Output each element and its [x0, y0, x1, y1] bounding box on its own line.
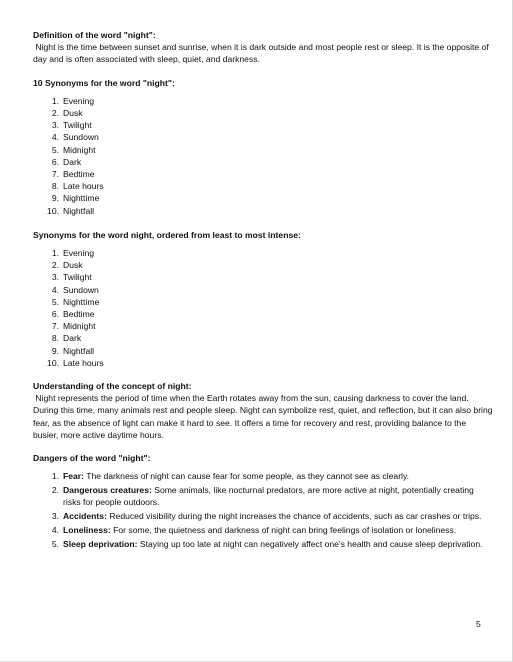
- danger-description: For some, the quietness and darkness of night can bring feelings of isolation or loneliness.: [113, 525, 457, 536]
- danger-term: Loneliness:: [63, 525, 111, 536]
- list-item: [33, 510, 493, 522]
- list-item-text: Dark: [63, 333, 82, 344]
- list-number: 9.: [51, 345, 59, 356]
- danger-term: Sleep deprivation:: [63, 539, 138, 550]
- list-number: 6.: [51, 309, 59, 320]
- list-item-text: Evening: [63, 248, 95, 259]
- list-item: [33, 357, 493, 369]
- concept-heading: Understanding of the concept of night:: [33, 381, 192, 392]
- danger-term: Accidents:: [63, 511, 107, 522]
- list-number: 2.: [51, 260, 59, 271]
- list-number: 5.: [51, 144, 59, 155]
- list-number: 6.: [51, 156, 59, 167]
- list-number: 1.: [51, 471, 59, 482]
- list-item: [33, 107, 493, 119]
- list-number: 2.: [51, 485, 59, 496]
- list-number: 5.: [51, 539, 59, 550]
- list-item: [33, 345, 493, 357]
- list-item-text: Bedtime: [63, 309, 95, 320]
- list-item: [33, 168, 493, 180]
- list-number: 5.: [51, 296, 59, 307]
- list-item-text: Midnight: [63, 321, 96, 332]
- danger-description: The darkness of night can cause fear for some people, as they cannot see as clearly.: [86, 471, 410, 482]
- list-number: 1.: [51, 95, 59, 106]
- list-item: [33, 484, 493, 508]
- list-item: [33, 144, 493, 156]
- list-item-text: Midnight: [63, 144, 96, 155]
- list-item: [33, 259, 493, 271]
- list-item: [33, 308, 493, 320]
- list-item: [33, 524, 493, 536]
- dangers-list: [33, 470, 493, 550]
- list-number: 1.: [51, 248, 59, 259]
- page-content: [33, 29, 493, 552]
- list-item-text: Dark: [63, 156, 82, 167]
- list-number: 8.: [51, 333, 59, 344]
- list-item: [33, 192, 493, 204]
- list-number: 7.: [51, 169, 59, 180]
- danger-term: Dangerous creatures:: [63, 485, 152, 496]
- dangers-heading: Dangers of the word "night":: [33, 453, 151, 464]
- danger-term: Fear:: [63, 471, 85, 482]
- list-item-text: Bedtime: [63, 169, 95, 180]
- list-number: 2.: [51, 108, 59, 119]
- list-number: 3.: [51, 511, 59, 522]
- list-item: [33, 296, 493, 308]
- list-item: [33, 247, 493, 259]
- concept-text: [33, 392, 493, 441]
- list-number: 9.: [51, 193, 59, 204]
- synonyms-heading: 10 Synonyms for the word "night":: [33, 77, 175, 88]
- list-item-text: Late hours: [63, 357, 104, 368]
- definition-text-body: Night is the time between sunset and sunrise, when it is dark outside and most people rest or sleep. It is the opposite of day and is often associated with sleep, quiet, and darkness.: [33, 42, 489, 65]
- list-item-text: Evening: [63, 95, 95, 106]
- list-item: [33, 332, 493, 344]
- danger-description: Some animals, like nocturnal predators, are more active at night, potentially creating risks for people outdoors.: [63, 485, 474, 508]
- definition-heading: Definition of the word "night":: [33, 30, 156, 40]
- list-item: [33, 119, 493, 131]
- list-number: 3.: [51, 272, 59, 283]
- list-item-text: Nightfall: [63, 205, 95, 216]
- list-item: [33, 180, 493, 192]
- list-item: [33, 131, 493, 143]
- ordered-synonyms-list: [33, 247, 493, 369]
- list-item-text: Sundown: [63, 132, 99, 143]
- list-item-text: Late hours: [63, 181, 104, 192]
- list-number: 4.: [51, 525, 59, 536]
- list-item: [33, 95, 493, 107]
- list-number: 7.: [51, 321, 59, 332]
- danger-description: Staying up too late at night can negatively affect one's health and cause sleep deprivation.: [139, 539, 483, 550]
- list-item-text: Nighttime: [63, 296, 100, 307]
- list-item: [33, 156, 493, 168]
- list-item: [33, 538, 493, 550]
- page-number: 5: [476, 619, 481, 629]
- list-number: 4.: [51, 284, 59, 295]
- list-item-text: Twilight: [63, 272, 92, 283]
- ordered-synonyms-heading: Synonyms for the word night, ordered from least to most intense:: [33, 229, 301, 240]
- list-item: [33, 205, 493, 217]
- concept-text-body: Night represents the period of time when the Earth rotates away from the sun, causing darkness to cover the land. During this time, many animals rest and people sleep. Night can symbolize rest, quiet, and reflection, but it can also bring fear, as the absence of light can make it hard to see. It offers a time for recovery and rest, providing balance to the busier, more active daytime hours.: [33, 393, 493, 440]
- list-number: 10.: [47, 205, 59, 216]
- synonyms-list: [33, 95, 493, 217]
- list-item-text: Nightfall: [63, 345, 95, 356]
- list-number: 10.: [47, 357, 59, 368]
- danger-description: Reduced visibility during the night increases the chance of accidents, such as car crashes or trips.: [109, 511, 482, 522]
- list-number: 4.: [51, 132, 59, 143]
- list-number: 8.: [51, 181, 59, 192]
- list-item: [33, 320, 493, 332]
- list-item-text: Twilight: [63, 120, 92, 131]
- list-item: [33, 271, 493, 283]
- list-number: 3.: [51, 120, 59, 131]
- definition-text: [33, 41, 493, 65]
- list-item: [33, 284, 493, 296]
- list-item: [33, 470, 493, 482]
- list-item-text: Dusk: [63, 260, 83, 271]
- list-item-text: Dusk: [63, 108, 83, 119]
- list-item-text: Nighttime: [63, 193, 100, 204]
- list-item-text: Sundown: [63, 284, 99, 295]
